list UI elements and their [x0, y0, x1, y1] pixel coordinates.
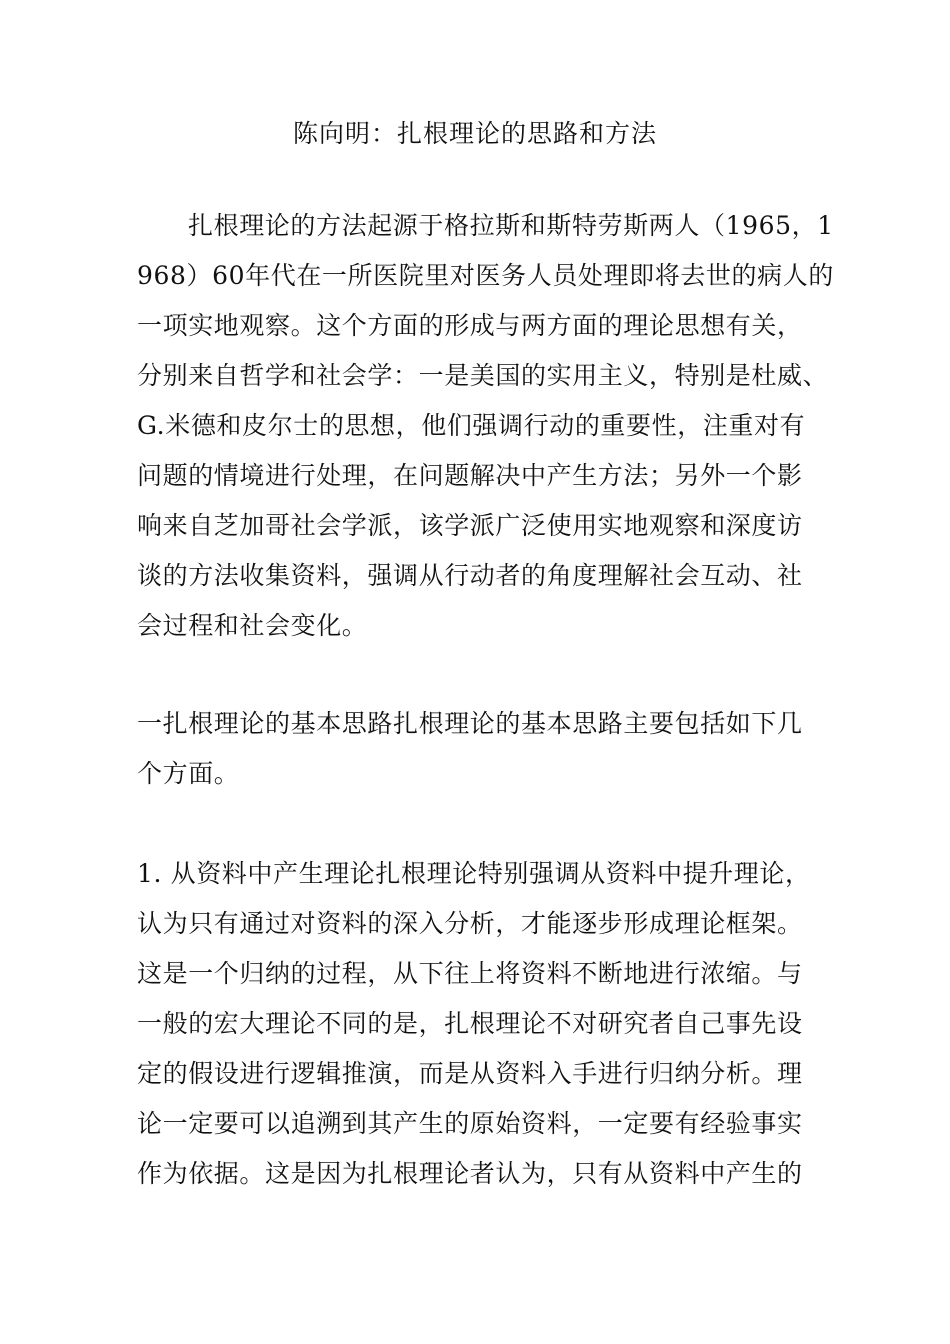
paragraph-1-line-6: 问题的情境进行处理，在问题解决中产生方法；另外一个影 [137, 461, 803, 490]
paragraph-3-line-6: 论一定要可以追溯到其产生的原始资料，一定要有经验事实 [137, 1109, 803, 1138]
paragraph-2-line-1: 一扎根理论的基本思路扎根理论的基本思路主要包括如下几 [137, 709, 803, 738]
paragraph-3-line-5: 定的假设进行逻辑推演，而是从资料入手进行归纳分析。理 [137, 1059, 803, 1088]
paragraph-1-line-4: 分别来自哲学和社会学：一是美国的实用主义，特别是杜威、 [137, 361, 829, 390]
paragraph-3-line-3: 这是一个归纳的过程，从下往上将资料不断地进行浓缩。与 [137, 959, 803, 988]
paragraph-1-line-3: 一项实地观察。这个方面的形成与两方面的理论思想有关， [137, 311, 803, 340]
paragraph-3-line-2: 认为只有通过对资料的深入分析，才能逐步形成理论框架。 [137, 909, 803, 938]
page-title: 陈向明：扎根理论的思路和方法 [292, 119, 657, 148]
paragraph-1-line-8: 谈的方法收集资料，强调从行动者的角度理解社会互动、社 [137, 561, 803, 590]
paragraph-3-line-7: 作为依据。这是因为扎根理论者认为，只有从资料中产生的 [137, 1159, 803, 1188]
paragraph-1-line-5: G.米德和皮尔士的思想，他们强调行动的重要性，注重对有 [137, 411, 806, 440]
paragraph-1-line-1: 扎根理论的方法起源于格拉斯和斯特劳斯两人（1965，1 [188, 211, 834, 240]
paragraph-1-line-9: 会过程和社会变化。 [137, 611, 368, 640]
paragraph-2-line-2: 个方面。 [137, 759, 240, 788]
paragraph-3-line-1: 1. 从资料中产生理论扎根理论特别强调从资料中提升理论， [137, 859, 811, 888]
paragraph-1-line-2: 968）60年代在一所医院里对医务人员处理即将去世的病人的 [137, 261, 834, 290]
paragraph-3-line-4: 一般的宏大理论不同的是，扎根理论不对研究者自己事先设 [137, 1009, 803, 1038]
paragraph-1-line-7: 响来自芝加哥社会学派，该学派广泛使用实地观察和深度访 [137, 511, 803, 540]
